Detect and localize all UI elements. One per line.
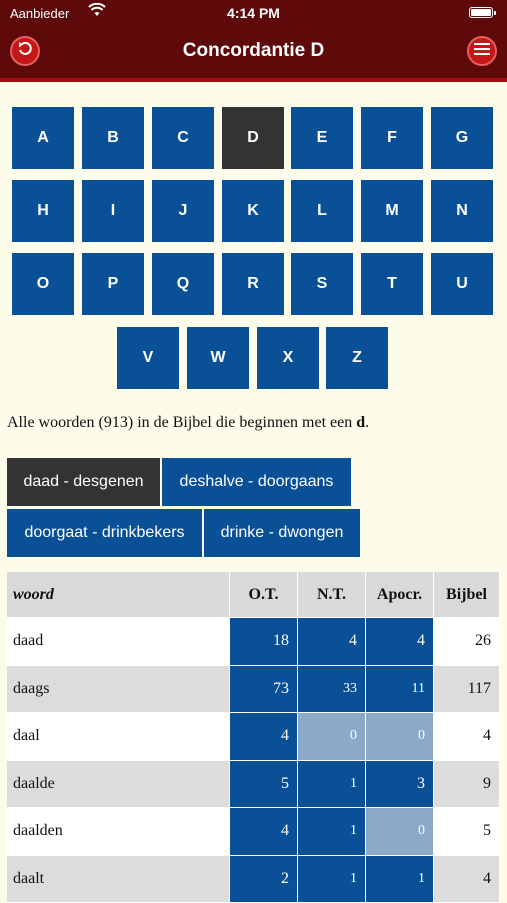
count-cell-bible: 4	[434, 856, 500, 903]
letter-button-n[interactable]: N	[431, 180, 493, 242]
count-cell-ot: 4	[230, 808, 298, 856]
count-cell-ot: 5	[230, 761, 298, 809]
letter-button-b[interactable]: B	[82, 107, 144, 169]
intro-text	[7, 414, 497, 432]
carrier-label: Aanbieder	[10, 6, 69, 21]
letter-button-k[interactable]: K	[222, 180, 284, 242]
battery-icon	[469, 7, 493, 18]
range-button-4[interactable]: drinke - dwongen	[204, 509, 360, 557]
letter-button-l[interactable]: L	[291, 180, 353, 242]
count-cell-nt: 1	[298, 808, 366, 856]
count-cell-apocr: 4	[366, 618, 434, 666]
count-cell-nt: 33	[298, 666, 366, 714]
count-cell-apocr: 3	[366, 761, 434, 809]
letter-button-m[interactable]: M	[361, 180, 423, 242]
column-header-word[interactable]: woord	[7, 572, 230, 618]
letter-button-i[interactable]: I	[82, 180, 144, 242]
letter-button-v[interactable]: V	[117, 327, 179, 389]
range-button-2[interactable]: deshalve - doorgaans	[162, 458, 351, 506]
letter-button-h[interactable]: H	[12, 180, 74, 242]
letter-button-a[interactable]: A	[12, 107, 74, 169]
menu-button[interactable]	[467, 36, 497, 66]
range-button-3[interactable]: doorgaat - drinkbekers	[7, 509, 202, 557]
range-button-1[interactable]: daad - desgenen	[7, 458, 160, 506]
letter-button-j[interactable]: J	[152, 180, 214, 242]
intro-suffix: .	[365, 414, 369, 431]
count-cell-bible: 117	[434, 666, 500, 714]
word-cell[interactable]: daalde	[7, 761, 230, 809]
letter-button-c[interactable]: C	[152, 107, 214, 169]
letter-button-g[interactable]: G	[431, 107, 493, 169]
letter-button-t[interactable]: T	[361, 253, 423, 315]
count-cell-ot: 2	[230, 856, 298, 903]
count-cell-bible: 26	[434, 618, 500, 666]
word-cell[interactable]: daalden	[7, 808, 230, 856]
letter-button-f[interactable]: F	[361, 107, 423, 169]
count-cell-bible: 4	[434, 713, 500, 761]
count-cell-nt: 1	[298, 856, 366, 903]
word-cell[interactable]: daags	[7, 666, 230, 714]
letter-button-w[interactable]: W	[187, 327, 249, 389]
count-cell-nt: 4	[298, 618, 366, 666]
letter-button-s[interactable]: S	[291, 253, 353, 315]
letter-button-x[interactable]: X	[257, 327, 319, 389]
count-cell-ot: 18	[230, 618, 298, 666]
count-cell-apocr: 1	[366, 856, 434, 903]
column-header-nt[interactable]: N.T.	[298, 572, 366, 618]
word-cell[interactable]: daal	[7, 713, 230, 761]
letter-button-o[interactable]: O	[12, 253, 74, 315]
column-header-bible[interactable]: Bijbel	[434, 572, 500, 618]
status-bar	[0, 0, 507, 26]
letter-button-d[interactable]: D	[222, 107, 284, 169]
column-header-ot[interactable]: O.T.	[230, 572, 298, 618]
letter-button-q[interactable]: Q	[152, 253, 214, 315]
hamburger-menu-icon	[474, 42, 490, 61]
letter-button-u[interactable]: U	[431, 253, 493, 315]
word-cell[interactable]: daad	[7, 618, 230, 666]
count-cell-bible: 5	[434, 808, 500, 856]
count-cell-apocr: 0	[366, 713, 434, 761]
letter-button-r[interactable]: R	[222, 253, 284, 315]
count-cell-ot: 4	[230, 713, 298, 761]
page-title: Concordantie D	[0, 40, 507, 62]
count-cell-ot: 73	[230, 666, 298, 714]
count-cell-bible: 9	[434, 761, 500, 809]
letter-button-p[interactable]: P	[82, 253, 144, 315]
count-cell-nt: 1	[298, 761, 366, 809]
column-header-apocr[interactable]: Apocr.	[366, 572, 434, 618]
status-time: 4:14 PM	[0, 5, 507, 21]
navigation-bar	[0, 26, 507, 82]
intro-letter: d	[356, 414, 365, 431]
letter-button-z[interactable]: Z	[326, 327, 388, 389]
intro-prefix: Alle woorden (913) in de Bijbel die beginnen met een	[7, 414, 356, 431]
count-cell-apocr: 0	[366, 808, 434, 856]
letter-button-e[interactable]: E	[291, 107, 353, 169]
count-cell-nt: 0	[298, 713, 366, 761]
count-cell-apocr: 11	[366, 666, 434, 714]
word-cell[interactable]: daalt	[7, 856, 230, 903]
